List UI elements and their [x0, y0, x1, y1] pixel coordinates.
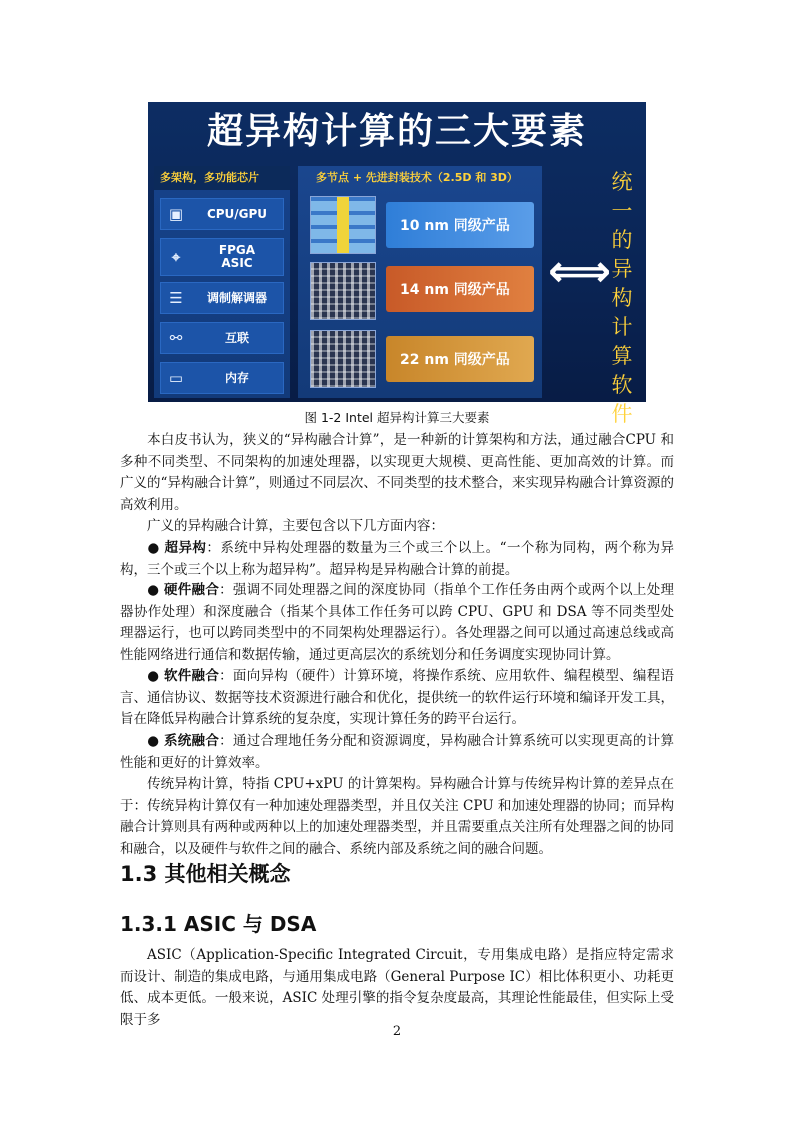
node-14nm: 14 nm 同级产品	[386, 266, 534, 312]
bullet-software-fusion: ● 软件融合：面向异构（硬件）计算环境，将操作系统、应用软件、编程模型、编程语言、通信协议、数据等技术资源进行融合和优化，提供统一的软件运行环境和编译开发工具，旨在降低异构融合计算系统的复杂度，实现计算任务的跨平台运行。	[120, 668, 675, 727]
bullet-term: 硬件融合	[163, 582, 220, 598]
node-22nm: 22 nm 同级产品	[386, 336, 534, 382]
die-image-14nm	[310, 262, 376, 320]
bullet-icon: ●	[147, 733, 160, 749]
chip-cpu-gpu	[160, 198, 284, 230]
figure-caption: 图 1-2 Intel 超异构计算三大要素	[304, 410, 490, 425]
paragraph-intro-list: 广义的异构融合计算，主要包含以下几方面内容：	[147, 518, 444, 534]
node-10nm: 10 nm 同级产品	[386, 202, 534, 248]
chip-label: 调制解调器	[206, 290, 267, 305]
bullet-icon: ●	[147, 582, 160, 598]
double-arrow-icon: ⟺	[548, 246, 612, 297]
die-image-10nm	[310, 196, 376, 254]
figure-left-panel	[154, 166, 290, 398]
bullet-term: 系统融合	[163, 733, 220, 749]
paragraph-asic: ASIC（Application-Specific Integrated Circuit，专用集成电路）是指应特定需求而设计、制造的集成电路，与通用集成电路（General Purpose IC）相比体积更小、功耗更低、成本更低。一般来说，ASIC 处理引擎的指令复杂度最高，其理论性能最佳，但实际上受限于多	[120, 947, 674, 1028]
chip-label: 互联	[224, 330, 249, 345]
chip-memory	[160, 362, 284, 394]
mid-panel-header: 多节点 + 先进封装技术（2.5D 和 3D）	[316, 171, 518, 184]
chip-icon: ▣	[168, 205, 184, 223]
network-links-icon: ⚯	[169, 329, 183, 347]
bullet-system-fusion: ● 系统融合：通过合理地任务分配和资源调度，异构融合计算系统可以实现更高的计算性能和更好的计算效率。	[120, 733, 675, 771]
left-panel-header: 多架构，多功能芯片	[154, 166, 290, 190]
heading-1-3-1: 1.3.1 ASIC 与 DSA	[120, 912, 317, 936]
circuit-node-icon: ⌖	[171, 248, 181, 266]
chip-fpga-asic	[160, 238, 284, 276]
page-number: 2	[392, 1024, 402, 1039]
figure-title: 超异构计算的三大要素	[206, 111, 587, 152]
bullet-term: 软件融合	[163, 668, 220, 684]
bullet-icon: ●	[147, 540, 160, 556]
chip-interconnect	[160, 322, 284, 354]
wifi-router-icon: ☰	[169, 289, 183, 307]
chip-label: CPU/GPU	[206, 206, 268, 221]
bullet-term: 超异构	[164, 540, 207, 556]
memory-icon: ▭	[168, 369, 184, 387]
chip-label: FPGA ASIC	[218, 243, 256, 270]
heading-1-3: 1.3 其他相关概念	[120, 862, 291, 886]
chip-label: 内存	[224, 370, 249, 385]
paragraph-traditional-heterogeneous: 传统异构计算，特指 CPU+xPU 的计算架构。异构融合计算与传统异构计算的差异点在于：传统异构计算仅有一种加速处理器类型，并且仅关注 CPU 和加速处理器的协同；而异构融合计算则具有两种或两种以上的加速处理器类型，并且需要重点关注所有处理器之间的协同和融合，以及硬件与软件之间的融合、系统内部及系统之间的融合问题。	[120, 776, 674, 857]
figure-right-text: 统一的异构计算软件	[611, 170, 633, 426]
bullet-icon: ●	[147, 668, 160, 684]
figure-mid-panel	[298, 166, 542, 398]
bullet-hardware-fusion: ● 硬件融合：强调不同处理器之间的深度协同（指单个工作任务由两个或两个以上处理器协作处理）和深度融合（指某个具体工作任务可以跨 CPU、GPU 和 DSA 等不同类型处理器运行，也可以跨同类型中的不同架构处理器运行）。各处理器之间可以通过高速总线或高性能网络进行通信和数据传输，通过更高层次的系统划分和任务调度实现协同计算。	[120, 582, 675, 663]
die-image-22nm	[310, 330, 376, 388]
paragraph-definition: 本白皮书认为，狭义的“异构融合计算”，是一种新的计算架构和方法，通过融合CPU 和多种不同类型、不同架构的加速处理器，以实现更大规模、更高性能、更加高效的计算。而 广义的“异构融合计算”，则通过不同层次、不同类型的技术整合，来实现异构融合计算资源的高效利用。	[120, 432, 674, 513]
bullet-super-heterogeneous: ● 超异构：系统中异构处理器的数量为三个或三个以上。“一个称为同构，两个称为异构，三个或三个以上称为超异构”。超异构是异构融合计算的前提。	[120, 540, 675, 578]
chip-modem	[160, 282, 284, 314]
